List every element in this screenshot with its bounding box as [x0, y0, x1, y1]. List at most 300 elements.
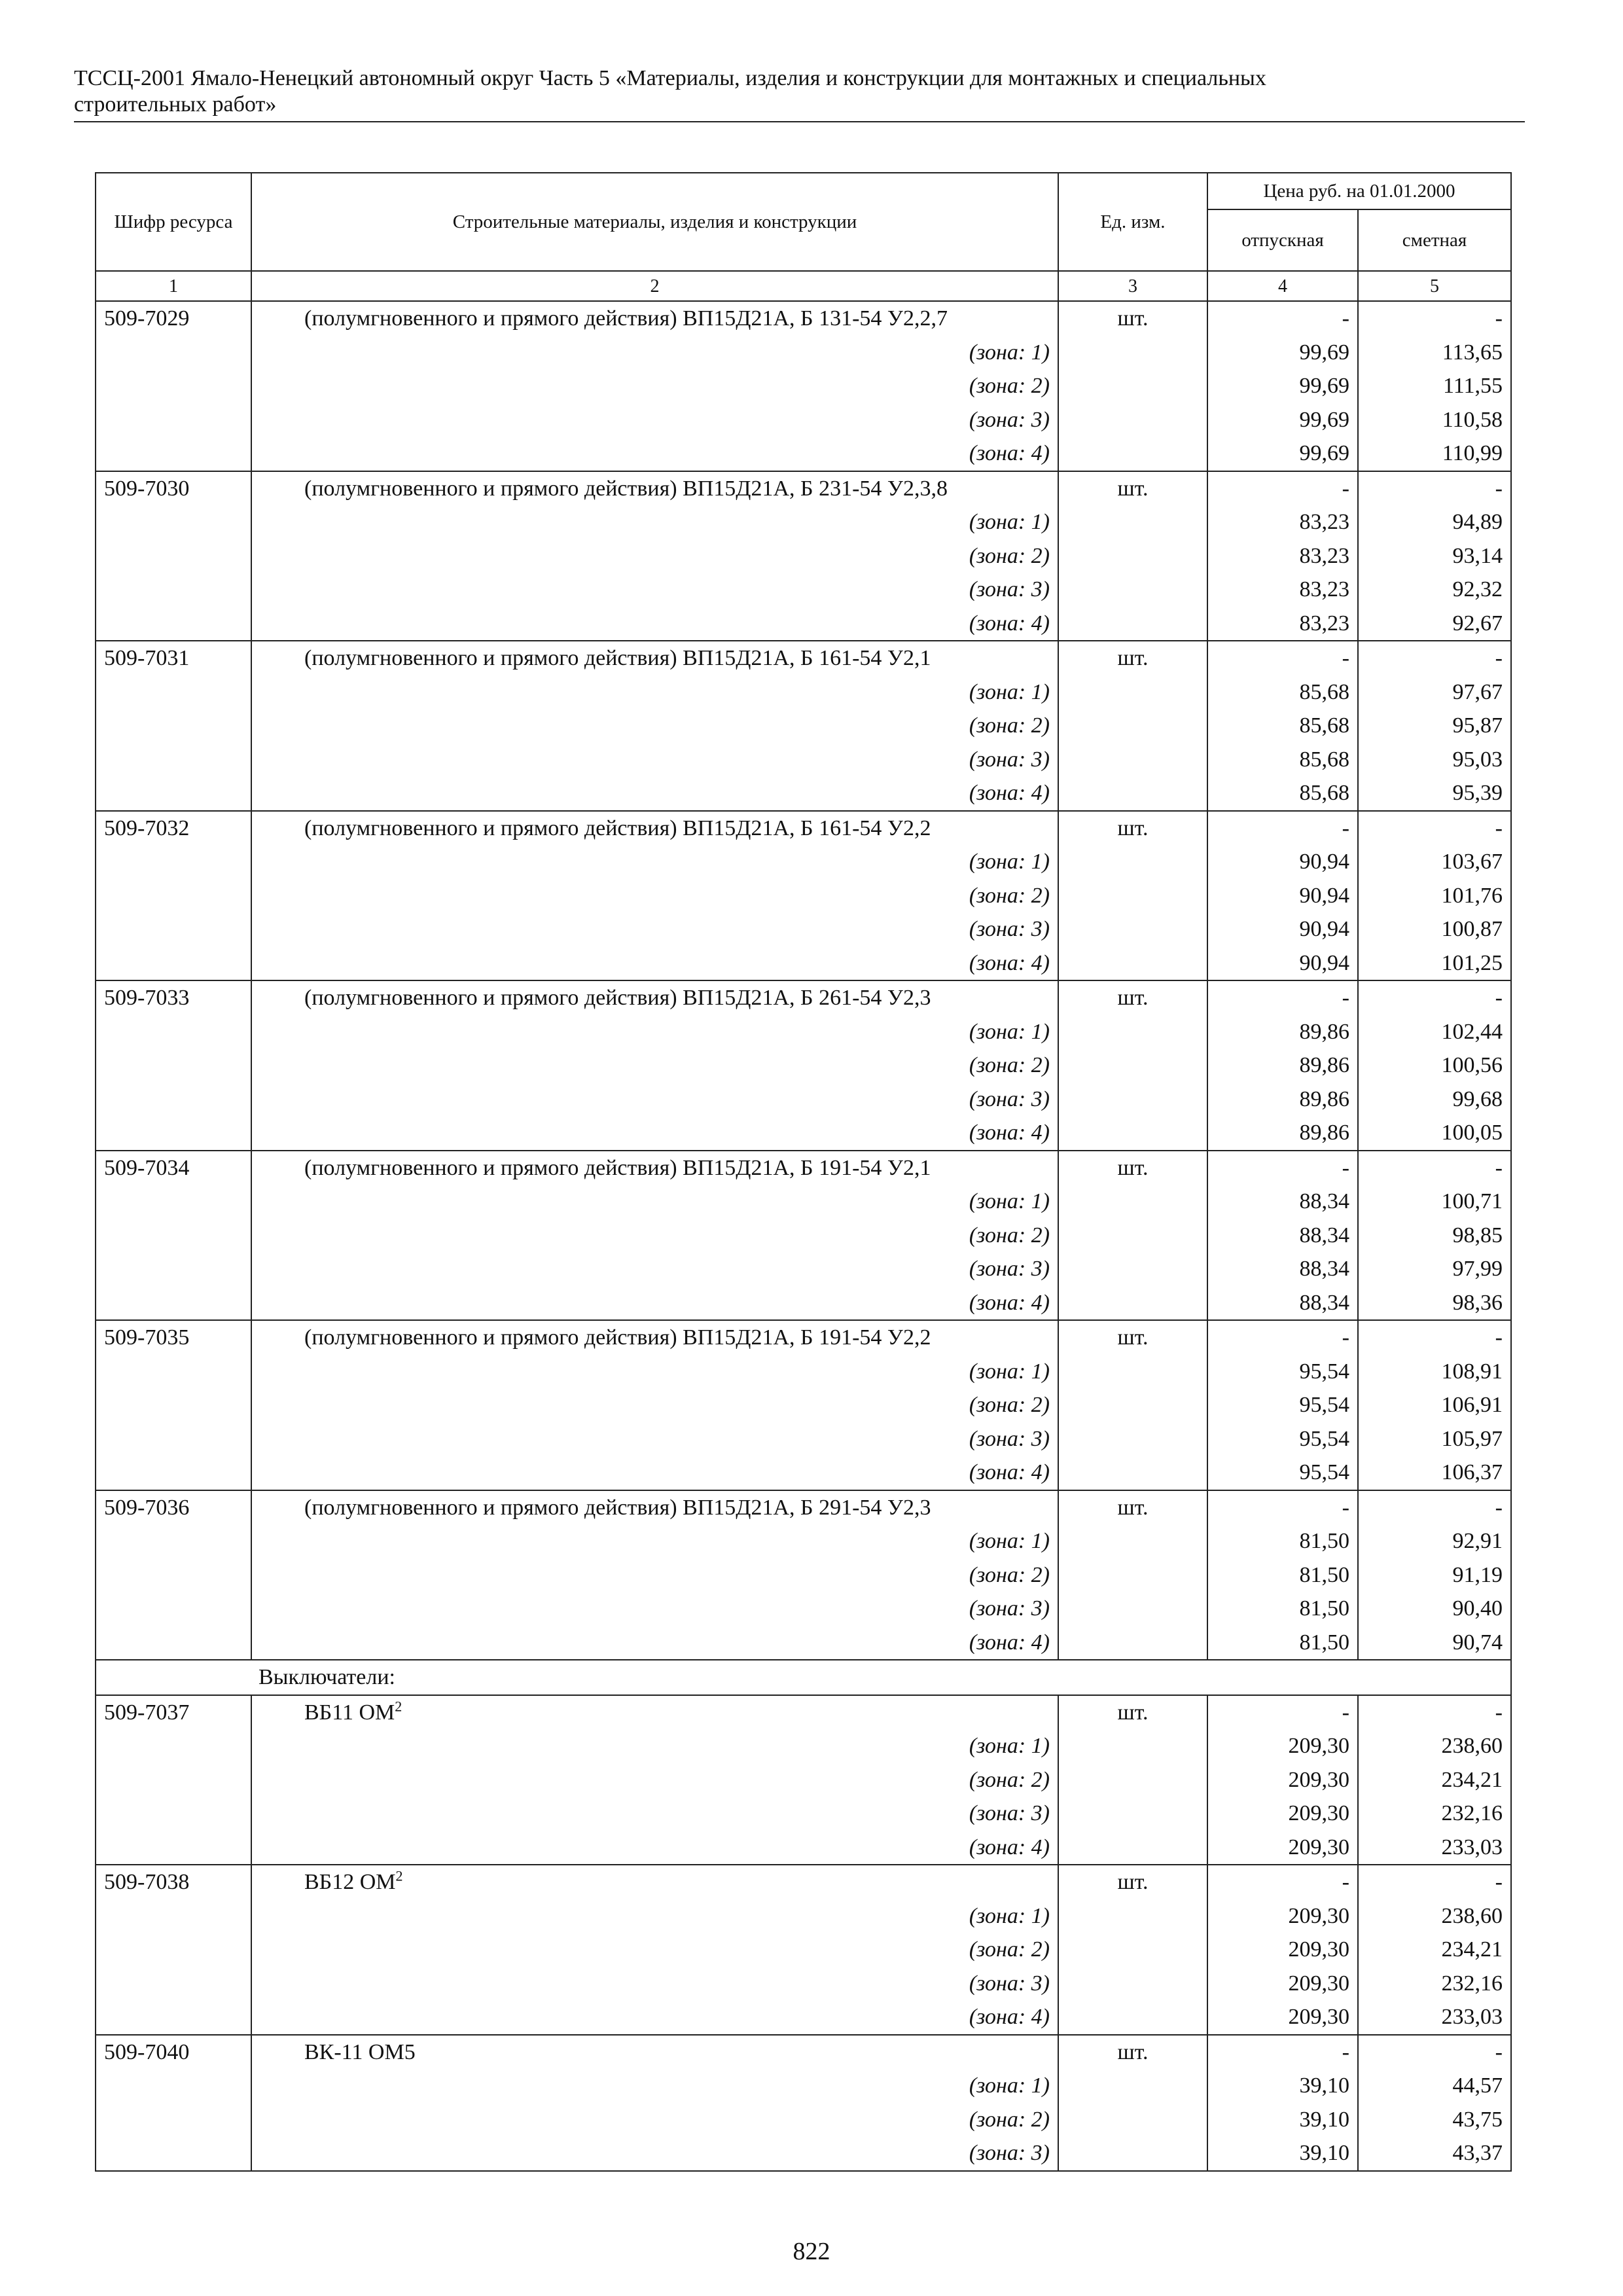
- release-price: 88,34: [1207, 1252, 1358, 1286]
- release-price: 99,69: [1207, 336, 1358, 370]
- release-price: 209,30: [1207, 1831, 1358, 1865]
- table-row: [96, 2035, 1511, 2070]
- table-row: [96, 980, 1511, 1015]
- material-name-text: (полумгновенного и прямого действия) ВП15Д21А, Б 161-54 У2,1: [304, 646, 931, 670]
- table-row: [96, 1626, 1511, 1660]
- unit-of-measure-empty: [1058, 2000, 1207, 2035]
- zone-label: (зона: 4): [251, 437, 1058, 471]
- release-price: 89,86: [1207, 1015, 1358, 1049]
- unit-of-measure-empty: [1058, 1083, 1207, 1117]
- section-label: Выключатели:: [96, 1660, 1511, 1695]
- estimate-price: -: [1358, 1320, 1511, 1355]
- zone-label: (зона: 1): [251, 1729, 1058, 1763]
- material-name: [251, 641, 1058, 675]
- resource-code: 509-7030: [96, 471, 251, 641]
- table-row: [96, 1695, 1511, 1730]
- zone-label: (зона: 3): [251, 1592, 1058, 1626]
- release-price: 209,30: [1207, 1729, 1358, 1763]
- estimate-price: -: [1358, 1695, 1511, 1730]
- resource-code: 509-7031: [96, 641, 251, 811]
- estimate-price: 234,21: [1358, 1933, 1511, 1967]
- release-price: 83,23: [1207, 539, 1358, 573]
- release-price: 209,30: [1207, 1763, 1358, 1797]
- unit-of-measure-empty: [1058, 743, 1207, 777]
- table-row: [96, 607, 1511, 641]
- estimate-price: 105,97: [1358, 1422, 1511, 1456]
- material-name-superscript: 2: [395, 1698, 402, 1715]
- resource-code: 509-7036: [96, 1490, 251, 1660]
- unit-of-measure-empty: [1058, 1729, 1207, 1763]
- zone-label: (зона: 2): [251, 1763, 1058, 1797]
- zone-label: (зона: 2): [251, 1049, 1058, 1083]
- zone-label: (зона: 4): [251, 1286, 1058, 1321]
- release-price: -: [1207, 1865, 1358, 1899]
- zone-label: (зона: 1): [251, 845, 1058, 879]
- material-name-superscript: 2: [395, 1867, 403, 1884]
- zone-label: (зона: 4): [251, 1831, 1058, 1865]
- release-price: 90,94: [1207, 946, 1358, 981]
- unit-of-measure-empty: [1058, 2136, 1207, 2171]
- table-row: [96, 641, 1511, 675]
- header-estimate-price: сметная: [1358, 209, 1511, 271]
- table-row: [96, 1865, 1511, 1899]
- unit-of-measure-empty: [1058, 1219, 1207, 1253]
- table-row: [96, 1320, 1511, 1355]
- table-row: [96, 1933, 1511, 1967]
- estimate-price: 95,87: [1358, 709, 1511, 743]
- release-price: 85,68: [1207, 675, 1358, 709]
- unit-of-measure-empty: [1058, 403, 1207, 437]
- release-price: -: [1207, 1490, 1358, 1525]
- material-name: [251, 2035, 1058, 2070]
- table-row: [96, 743, 1511, 777]
- unit-of-measure: шт.: [1058, 1151, 1207, 1185]
- estimate-price: -: [1358, 2035, 1511, 2070]
- table-row: [96, 1797, 1511, 1831]
- unit-of-measure: шт.: [1058, 2035, 1207, 2070]
- zone-label: (зона: 2): [251, 2103, 1058, 2137]
- table-row: [96, 1015, 1511, 1049]
- estimate-price: 90,40: [1358, 1592, 1511, 1626]
- unit-of-measure-empty: [1058, 2069, 1207, 2103]
- unit-of-measure-empty: [1058, 2103, 1207, 2137]
- section-row: [96, 1660, 1511, 1695]
- unit-of-measure-empty: [1058, 1422, 1207, 1456]
- table-row: [96, 1524, 1511, 1558]
- zone-label: (зона: 3): [251, 743, 1058, 777]
- unit-of-measure: шт.: [1058, 1865, 1207, 1899]
- table-row: [96, 1729, 1511, 1763]
- estimate-price: 92,67: [1358, 607, 1511, 641]
- col-number: 2: [251, 271, 1058, 301]
- material-name-text: (полумгновенного и прямого действия) ВП15Д21А, Б 291-54 У2,3: [304, 1495, 931, 1520]
- table-row: [96, 1286, 1511, 1321]
- release-price: 90,94: [1207, 879, 1358, 913]
- unit-of-measure: шт.: [1058, 641, 1207, 675]
- release-price: 83,23: [1207, 607, 1358, 641]
- release-price: 85,68: [1207, 776, 1358, 811]
- table-row: [96, 2136, 1511, 2171]
- release-price: 90,94: [1207, 912, 1358, 946]
- release-price: 95,54: [1207, 1388, 1358, 1422]
- estimate-price: -: [1358, 641, 1511, 675]
- table-row: [96, 1490, 1511, 1525]
- estimate-price: 106,91: [1358, 1388, 1511, 1422]
- table-row: [96, 1185, 1511, 1219]
- unit-of-measure-empty: [1058, 1899, 1207, 1933]
- release-price: 209,30: [1207, 1797, 1358, 1831]
- estimate-price: 92,91: [1358, 1524, 1511, 1558]
- table-row: [96, 1116, 1511, 1151]
- estimate-price: 98,85: [1358, 1219, 1511, 1253]
- table-row: [96, 2103, 1511, 2137]
- table-row: [96, 1422, 1511, 1456]
- zone-label: (зона: 2): [251, 709, 1058, 743]
- estimate-price: 101,25: [1358, 946, 1511, 981]
- estimate-price: 43,37: [1358, 2136, 1511, 2171]
- table-row: [96, 369, 1511, 403]
- estimate-price: 93,14: [1358, 539, 1511, 573]
- col-number: 5: [1358, 271, 1511, 301]
- header-price-group: Цена руб. на 01.01.2000: [1207, 173, 1511, 209]
- zone-label: (зона: 3): [251, 573, 1058, 607]
- table-row: [96, 1252, 1511, 1286]
- header-code: Шифр ресурса: [96, 173, 251, 271]
- estimate-price: 113,65: [1358, 336, 1511, 370]
- release-price: 89,86: [1207, 1083, 1358, 1117]
- zone-label: (зона: 3): [251, 403, 1058, 437]
- release-price: 81,50: [1207, 1558, 1358, 1592]
- release-price: 95,54: [1207, 1422, 1358, 1456]
- material-name-text: (полумгновенного и прямого действия) ВП15Д21А, Б 161-54 У2,2: [304, 816, 931, 840]
- header-unit: Ед. изм.: [1058, 173, 1207, 271]
- zone-label: (зона: 1): [251, 505, 1058, 539]
- estimate-price: 106,37: [1358, 1456, 1511, 1490]
- zone-label: (зона: 2): [251, 879, 1058, 913]
- unit-of-measure-empty: [1058, 607, 1207, 641]
- estimate-price: 101,76: [1358, 879, 1511, 913]
- table-body: [96, 301, 1511, 2171]
- material-name-text: (полумгновенного и прямого действия) ВП15Д21А, Б 231-54 У2,3,8: [304, 476, 948, 501]
- release-price: -: [1207, 641, 1358, 675]
- table-row: [96, 1763, 1511, 1797]
- zone-label: (зона: 1): [251, 1185, 1058, 1219]
- release-price: 88,34: [1207, 1185, 1358, 1219]
- release-price: -: [1207, 980, 1358, 1015]
- zone-label: (зона: 3): [251, 1422, 1058, 1456]
- table-row: [96, 1355, 1511, 1389]
- material-name: [251, 471, 1058, 506]
- estimate-price: 97,67: [1358, 675, 1511, 709]
- zone-label: (зона: 2): [251, 369, 1058, 403]
- resource-code: 509-7033: [96, 980, 251, 1151]
- release-price: 81,50: [1207, 1626, 1358, 1660]
- unit-of-measure-empty: [1058, 336, 1207, 370]
- release-price: -: [1207, 1695, 1358, 1730]
- table-row: [96, 1388, 1511, 1422]
- estimate-price: 100,87: [1358, 912, 1511, 946]
- material-name: [251, 1320, 1058, 1355]
- release-price: 89,86: [1207, 1049, 1358, 1083]
- unit-of-measure-empty: [1058, 709, 1207, 743]
- zone-label: (зона: 1): [251, 1524, 1058, 1558]
- unit-of-measure-empty: [1058, 1049, 1207, 1083]
- release-price: -: [1207, 301, 1358, 336]
- table-row: [96, 811, 1511, 846]
- estimate-price: 111,55: [1358, 369, 1511, 403]
- release-price: 95,54: [1207, 1355, 1358, 1389]
- estimate-price: 233,03: [1358, 2000, 1511, 2035]
- unit-of-measure-empty: [1058, 1967, 1207, 2001]
- estimate-price: -: [1358, 980, 1511, 1015]
- unit-of-measure-empty: [1058, 1252, 1207, 1286]
- table-row: [96, 1899, 1511, 1933]
- header-name: Строительные материалы, изделия и конструкции: [251, 173, 1058, 271]
- table-row: [96, 573, 1511, 607]
- estimate-price: 100,56: [1358, 1049, 1511, 1083]
- table-row: [96, 1558, 1511, 1592]
- zone-label: (зона: 4): [251, 1626, 1058, 1660]
- resource-code: 509-7040: [96, 2035, 251, 2171]
- table-row: [96, 709, 1511, 743]
- table-row: [96, 1831, 1511, 1865]
- release-price: 95,54: [1207, 1456, 1358, 1490]
- estimate-price: 103,67: [1358, 845, 1511, 879]
- material-name: [251, 811, 1058, 846]
- release-price: 99,69: [1207, 403, 1358, 437]
- estimate-price: 110,99: [1358, 437, 1511, 471]
- release-price: 88,34: [1207, 1286, 1358, 1321]
- material-name-text: (полумгновенного и прямого действия) ВП15Д21А, Б 261-54 У2,3: [304, 986, 931, 1010]
- estimate-price: 233,03: [1358, 1831, 1511, 1865]
- price-table: [95, 172, 1512, 2172]
- material-name: [251, 301, 1058, 336]
- zone-label: (зона: 4): [251, 2000, 1058, 2035]
- unit-of-measure-empty: [1058, 1831, 1207, 1865]
- release-price: 39,10: [1207, 2136, 1358, 2171]
- header-line-2: строительных работ»: [74, 92, 277, 117]
- release-price: -: [1207, 1151, 1358, 1185]
- estimate-price: 108,91: [1358, 1355, 1511, 1389]
- zone-label: (зона: 1): [251, 1899, 1058, 1933]
- table-row: [96, 776, 1511, 811]
- estimate-price: 238,60: [1358, 1899, 1511, 1933]
- release-price: 88,34: [1207, 1219, 1358, 1253]
- unit-of-measure: шт.: [1058, 1320, 1207, 1355]
- estimate-price: -: [1358, 301, 1511, 336]
- material-name: [251, 1151, 1058, 1185]
- zone-label: (зона: 3): [251, 2136, 1058, 2171]
- header-release-price: отпускная: [1207, 209, 1358, 271]
- release-price: -: [1207, 811, 1358, 846]
- release-price: 209,30: [1207, 1899, 1358, 1933]
- resource-code: 509-7029: [96, 301, 251, 471]
- table-row: [96, 437, 1511, 471]
- zone-label: (зона: 1): [251, 675, 1058, 709]
- release-price: 209,30: [1207, 1967, 1358, 2001]
- material-name: [251, 1490, 1058, 1525]
- release-price: -: [1207, 2035, 1358, 2070]
- zone-label: (зона: 3): [251, 1797, 1058, 1831]
- table-row: [96, 539, 1511, 573]
- unit-of-measure-empty: [1058, 1185, 1207, 1219]
- release-price: 99,69: [1207, 369, 1358, 403]
- zone-label: (зона: 2): [251, 539, 1058, 573]
- table-row: [96, 2069, 1511, 2103]
- release-price: 209,30: [1207, 2000, 1358, 2035]
- zone-label: (зона: 1): [251, 1355, 1058, 1389]
- estimate-price: 95,39: [1358, 776, 1511, 811]
- estimate-price: 238,60: [1358, 1729, 1511, 1763]
- unit-of-measure-empty: [1058, 1456, 1207, 1490]
- zone-label: (зона: 2): [251, 1558, 1058, 1592]
- col-number: 4: [1207, 271, 1358, 301]
- unit-of-measure-empty: [1058, 1626, 1207, 1660]
- resource-code: 509-7034: [96, 1151, 251, 1321]
- table-row: [96, 845, 1511, 879]
- estimate-price: 95,03: [1358, 743, 1511, 777]
- zone-label: (зона: 3): [251, 1252, 1058, 1286]
- estimate-price: -: [1358, 1151, 1511, 1185]
- table-row: [96, 946, 1511, 981]
- unit-of-measure-empty: [1058, 573, 1207, 607]
- unit-of-measure-empty: [1058, 845, 1207, 879]
- unit-of-measure-empty: [1058, 1797, 1207, 1831]
- resource-code: 509-7035: [96, 1320, 251, 1490]
- estimate-price: 97,99: [1358, 1252, 1511, 1286]
- unit-of-measure-empty: [1058, 539, 1207, 573]
- material-name-text: (полумгновенного и прямого действия) ВП15Д21А, Б 191-54 У2,1: [304, 1155, 931, 1180]
- unit-of-measure-empty: [1058, 946, 1207, 981]
- table-row: [96, 471, 1511, 506]
- unit-of-measure-empty: [1058, 369, 1207, 403]
- release-price: 81,50: [1207, 1592, 1358, 1626]
- estimate-price: 100,05: [1358, 1116, 1511, 1151]
- resource-code: 509-7037: [96, 1695, 251, 1865]
- material-name-text: ВК-11 ОМ5: [304, 2039, 416, 2064]
- unit-of-measure-empty: [1058, 1286, 1207, 1321]
- estimate-price: 99,68: [1358, 1083, 1511, 1117]
- unit-of-measure: шт.: [1058, 471, 1207, 506]
- table-row: [96, 1049, 1511, 1083]
- unit-of-measure-empty: [1058, 879, 1207, 913]
- estimate-price: -: [1358, 1490, 1511, 1525]
- estimate-price: 43,75: [1358, 2103, 1511, 2137]
- zone-label: (зона: 1): [251, 1015, 1058, 1049]
- estimate-price: 44,57: [1358, 2069, 1511, 2103]
- table-row: [96, 912, 1511, 946]
- unit-of-measure-empty: [1058, 437, 1207, 471]
- release-price: 209,30: [1207, 1933, 1358, 1967]
- estimate-price: 92,32: [1358, 573, 1511, 607]
- estimate-price: 102,44: [1358, 1015, 1511, 1049]
- zone-label: (зона: 2): [251, 1933, 1058, 1967]
- zone-label: (зона: 3): [251, 912, 1058, 946]
- release-price: 83,23: [1207, 573, 1358, 607]
- estimate-price: 90,74: [1358, 1626, 1511, 1660]
- unit-of-measure-empty: [1058, 1558, 1207, 1592]
- release-price: 85,68: [1207, 743, 1358, 777]
- release-price: -: [1207, 471, 1358, 506]
- release-price: 89,86: [1207, 1116, 1358, 1151]
- zone-label: (зона: 4): [251, 946, 1058, 981]
- unit-of-measure-empty: [1058, 1933, 1207, 1967]
- table-row: [96, 505, 1511, 539]
- estimate-price: -: [1358, 1865, 1511, 1899]
- release-price: -: [1207, 1320, 1358, 1355]
- estimate-price: 110,58: [1358, 403, 1511, 437]
- header-rule: [74, 121, 1525, 122]
- release-price: 81,50: [1207, 1524, 1358, 1558]
- unit-of-measure-empty: [1058, 1592, 1207, 1626]
- zone-label: (зона: 4): [251, 1116, 1058, 1151]
- col-number: 3: [1058, 271, 1207, 301]
- table-row: [96, 1219, 1511, 1253]
- table-row: [96, 1456, 1511, 1490]
- material-name-text: (полумгновенного и прямого действия) ВП15Д21А, Б 191-54 У2,2: [304, 1325, 931, 1350]
- table-row: [96, 1083, 1511, 1117]
- document-header: [74, 65, 1524, 118]
- table-row: [96, 403, 1511, 437]
- estimate-price: 234,21: [1358, 1763, 1511, 1797]
- zone-label: (зона: 2): [251, 1388, 1058, 1422]
- unit-of-measure-empty: [1058, 1355, 1207, 1389]
- estimate-price: 232,16: [1358, 1797, 1511, 1831]
- table-row: [96, 301, 1511, 336]
- estimate-price: -: [1358, 811, 1511, 846]
- material-name-text: ВБ11 ОМ: [304, 1700, 395, 1725]
- unit-of-measure: шт.: [1058, 980, 1207, 1015]
- unit-of-measure-empty: [1058, 505, 1207, 539]
- estimate-price: -: [1358, 471, 1511, 506]
- unit-of-measure-empty: [1058, 912, 1207, 946]
- release-price: 39,10: [1207, 2103, 1358, 2137]
- unit-of-measure-empty: [1058, 1524, 1207, 1558]
- table-row: [96, 1967, 1511, 2001]
- table-row: [96, 1151, 1511, 1185]
- material-name: [251, 1695, 1058, 1730]
- release-price: 85,68: [1207, 709, 1358, 743]
- estimate-price: 100,71: [1358, 1185, 1511, 1219]
- unit-of-measure-empty: [1058, 1015, 1207, 1049]
- resource-code: 509-7032: [96, 811, 251, 981]
- unit-of-measure-empty: [1058, 675, 1207, 709]
- zone-label: (зона: 3): [251, 1967, 1058, 2001]
- unit-of-measure-empty: [1058, 1388, 1207, 1422]
- zone-label: (зона: 1): [251, 2069, 1058, 2103]
- estimate-price: 94,89: [1358, 505, 1511, 539]
- estimate-price: 232,16: [1358, 1967, 1511, 2001]
- zone-label: (зона: 2): [251, 1219, 1058, 1253]
- unit-of-measure: шт.: [1058, 811, 1207, 846]
- page-number: 822: [793, 2238, 830, 2265]
- header-line-1: ТССЦ-2001 Ямало-Ненецкий автономный округ Часть 5 «Материалы, изделия и конструкции для монтажных и специальных: [74, 66, 1266, 90]
- material-name-text: ВБ12 ОМ: [304, 1870, 396, 1894]
- table-row: [96, 1592, 1511, 1626]
- unit-of-measure-empty: [1058, 776, 1207, 811]
- unit-of-measure: шт.: [1058, 1490, 1207, 1525]
- table-row: [96, 2000, 1511, 2035]
- material-name-text: (полумгновенного и прямого действия) ВП15Д21А, Б 131-54 У2,2,7: [304, 306, 948, 331]
- zone-label: (зона: 4): [251, 1456, 1058, 1490]
- material-name: [251, 980, 1058, 1015]
- table-row: [96, 879, 1511, 913]
- zone-label: (зона: 4): [251, 776, 1058, 811]
- table-row: [96, 336, 1511, 370]
- release-price: 83,23: [1207, 505, 1358, 539]
- zone-label: (зона: 4): [251, 607, 1058, 641]
- unit-of-measure: шт.: [1058, 301, 1207, 336]
